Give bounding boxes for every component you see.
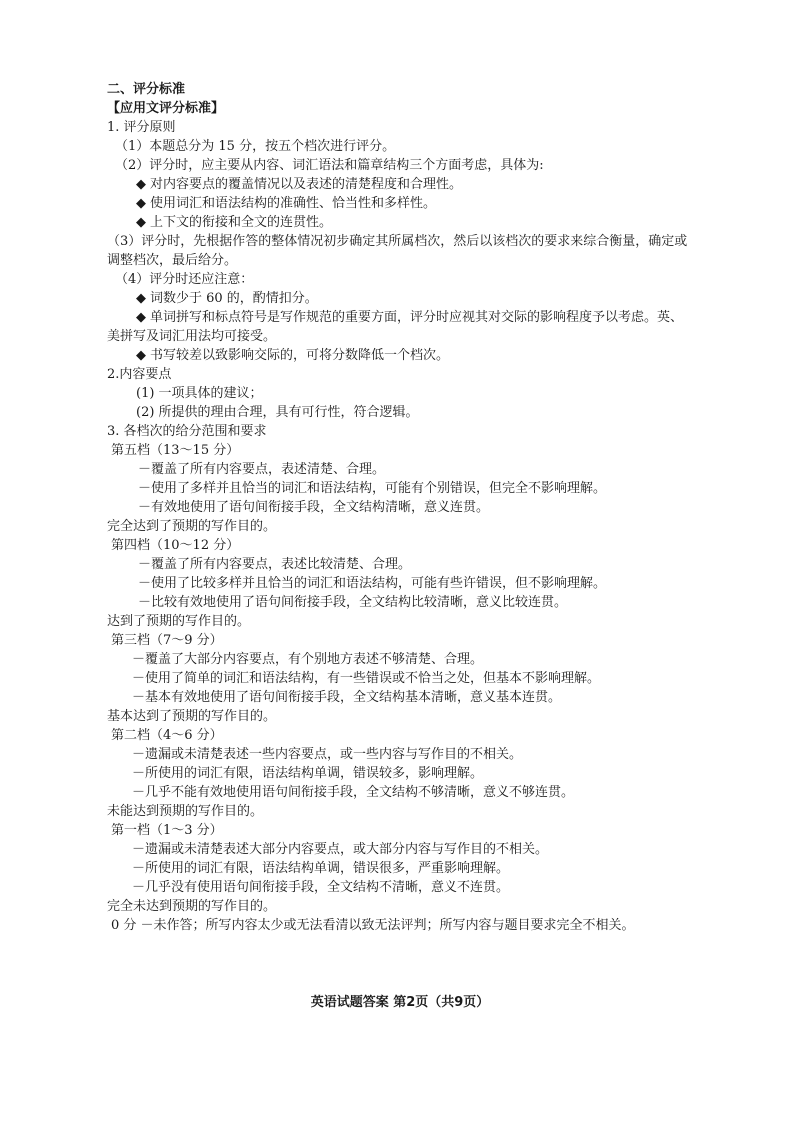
principles-heading: 1. 评分原则 [107, 120, 176, 135]
list-item: ◆ 书写较差以致影响交际的，可将分数降低一个档次。 [136, 348, 450, 363]
principle-4: （4）评分时还应注意： [115, 272, 254, 287]
grade-summary: 完全未达到预期的写作目的。 [107, 899, 277, 914]
bullet-icon: ◆ [136, 177, 146, 192]
grade-title: 第三档（7～9 分） [111, 633, 223, 648]
section-title: 二、评分标准 [107, 82, 186, 97]
bullet-icon: ◆ [136, 348, 146, 363]
grade-criterion: －基本有效地使用了语句间衔接手段，全文结构基本清晰，意义基本连贯。 [132, 690, 562, 705]
list-item: ◆ 对内容要点的覆盖情况以及表述的清楚程度和合理性。 [136, 177, 463, 192]
grade-criterion: －几乎没有使用语句间衔接手段，全文结构不清晰，意义不连贯。 [132, 880, 510, 895]
list-item-continued: 美拼写及词汇用法均可接受。 [107, 329, 277, 344]
grade-title: 第一档（1～3 分） [111, 823, 223, 838]
content-point: (2) 所提供的理由合理，具有可行性，符合逻辑。 [136, 405, 419, 420]
bullet-icon: ◆ [136, 196, 146, 211]
grade-summary: 达到了预期的写作目的。 [107, 614, 251, 629]
bullet-icon: ◆ [136, 310, 146, 325]
list-item: ◆ 使用词汇和语法结构的准确性、恰当性和多样性。 [136, 196, 437, 211]
grade-criterion: －覆盖了所有内容要点，表述清楚、合理。 [138, 462, 386, 477]
zero-score-rule: 0 分 －未作答；所写内容太少或无法看清以致无法评判；所写内容与题目要求完全不相关。 [111, 918, 635, 933]
grade-criterion: －比较有效地使用了语句间衔接手段，全文结构比较清晰，意义比较连贯。 [138, 595, 568, 610]
principle-3-continued: 调整档次，最后给分。 [107, 253, 238, 268]
grade-title: 第四档（10～12 分） [111, 538, 240, 553]
list-item: ◆ 词数少于 60 的，酌情扣分。 [136, 291, 318, 306]
bullet-icon: ◆ [136, 291, 146, 306]
grade-criterion: －有效地使用了语句间衔接手段，全文结构清晰，意义连贯。 [138, 500, 490, 515]
list-item: ◆ 单词拼写和标点符号是写作规范的重要方面，评分时应视其对交际的影响程度予以考虑。英、 [136, 310, 684, 325]
grade-criterion: －所使用的词汇有限，语法结构单调，错误较多，影响理解。 [132, 766, 484, 781]
grade-criterion: －遗漏或未清楚表述一些内容要点，或一些内容与写作目的不相关。 [132, 747, 523, 762]
grade-summary: 基本达到了预期的写作目的。 [107, 709, 277, 724]
grade-summary: 未能达到预期的写作目的。 [107, 804, 264, 819]
grade-criterion: －几乎不能有效地使用语句间衔接手段，全文结构不够清晰，意义不够连贯。 [132, 785, 575, 800]
bullet-icon: ◆ [136, 215, 146, 230]
grade-title: 第二档（4～6 分） [111, 728, 223, 743]
grade-title: 第五档（13～15 分） [111, 443, 240, 458]
principle-3: （3）评分时，先根据作答的整体情况初步确定其所属档次，然后以该档次的要求来综合衡量，确定或 [107, 234, 688, 249]
content-points-heading: 2.内容要点 [107, 367, 172, 382]
principle-2: （2）评分时，应主要从内容、词汇语法和篇章结构三个方面考虑，具体为: [115, 158, 544, 173]
grade-criterion: －所使用的词汇有限，语法结构单调，错误很多，严重影响理解。 [132, 861, 510, 876]
page-footer: 英语试题答案 第2页（共9页） [310, 995, 490, 1010]
grade-summary: 完全达到了预期的写作目的。 [107, 519, 277, 534]
principle-1: （1）本题总分为 15 分，按五个档次进行评分。 [115, 139, 396, 154]
list-item: ◆ 上下文的衔接和全文的连贯性。 [136, 215, 333, 230]
grade-criterion: －使用了多样并且恰当的词汇和语法结构，可能有个别错误，但完全不影响理解。 [138, 481, 607, 496]
grade-criterion: －使用了比较多样并且恰当的词汇和语法结构，可能有些许错误，但不影响理解。 [138, 576, 607, 591]
grades-heading: 3. 各档次的给分范围和要求 [107, 424, 267, 439]
grade-criterion: －使用了简单的词汇和语法结构，有一些错误或不恰当之处，但基本不影响理解。 [132, 671, 601, 686]
grade-criterion: －覆盖了大部分内容要点，有个别地方表述不够清楚、合理。 [132, 652, 484, 667]
grade-criterion: －覆盖了所有内容要点，表述比较清楚、合理。 [138, 557, 412, 572]
content-point: (1) 一项具体的建议； [136, 386, 263, 401]
subsection-title: 【应用文评分标准】 [107, 101, 225, 116]
grade-criterion: －遗漏或未清楚表述大部分内容要点，或大部分内容与写作目的不相关。 [132, 842, 549, 857]
